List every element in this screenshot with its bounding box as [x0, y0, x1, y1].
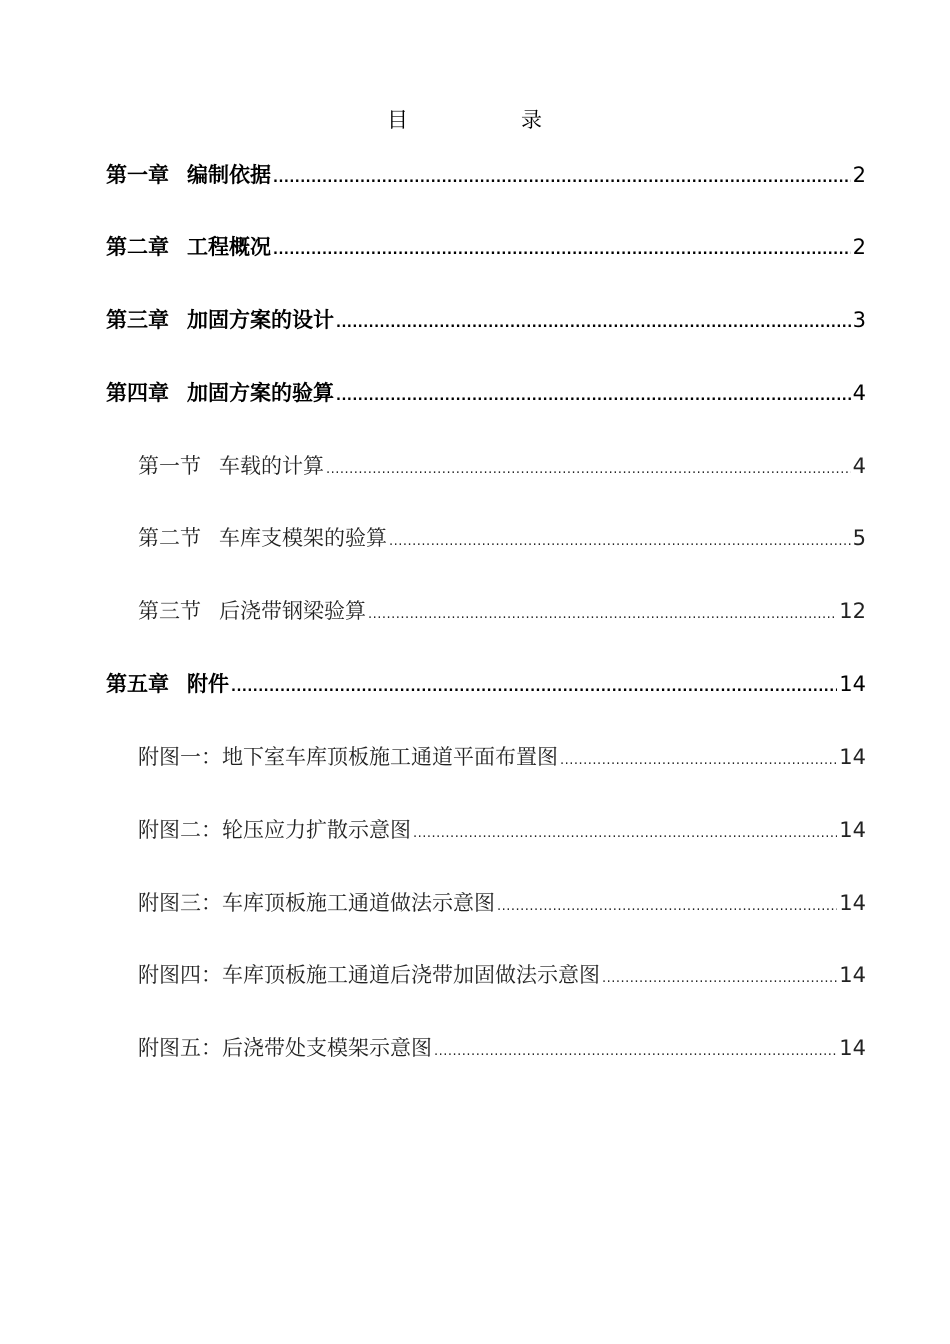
dot-leader [389, 525, 851, 559]
toc-entry-appendix-4[interactable] [138, 958, 866, 992]
entry-page-number: 2 [852, 235, 866, 259]
entry-label [106, 376, 334, 410]
entry-label [138, 740, 558, 774]
entry-text: 车库支模架的验算 [219, 526, 387, 550]
entry-label [138, 1031, 432, 1065]
toc-entry-appendix-5[interactable] [138, 1031, 866, 1065]
entry-number: 第四章 [106, 381, 169, 405]
entry-number: 附图一： [138, 745, 222, 769]
dot-leader [497, 890, 837, 924]
entry-page-number: 5 [852, 526, 866, 550]
entry-number: 第五章 [106, 672, 169, 696]
entry-text: 附件 [187, 672, 229, 696]
entry-label [106, 303, 334, 337]
entry-label [138, 449, 324, 483]
entry-label [106, 667, 229, 701]
entry-text: 车库顶板施工通道后浇带加固做法示意图 [222, 963, 600, 987]
toc-entry-chapter-4[interactable] [106, 376, 866, 410]
entry-text: 车库顶板施工通道做法示意图 [222, 891, 495, 915]
entry-number: 附图二： [138, 818, 222, 842]
entry-label [138, 886, 495, 920]
entry-text: 后浇带钢梁验算 [219, 599, 366, 623]
dot-leader [560, 744, 837, 778]
entry-label [138, 958, 600, 992]
entry-text: 轮压应力扩散示意图 [222, 818, 411, 842]
dot-leader [336, 307, 851, 341]
dot-leader [368, 598, 837, 632]
entry-number: 第三节 [138, 599, 201, 623]
entry-label [106, 158, 271, 192]
entry-page-number: 14 [839, 818, 866, 842]
entry-number: 第一节 [138, 454, 201, 478]
entry-page-number: 14 [839, 672, 866, 696]
entry-text: 工程概况 [187, 235, 271, 259]
toc-title: 目 录 [387, 108, 588, 132]
entry-text: 加固方案的验算 [187, 381, 334, 405]
entry-label [138, 813, 411, 847]
dot-leader [336, 380, 851, 414]
toc-entry-section-2[interactable] [138, 521, 866, 555]
dot-leader [273, 162, 851, 196]
dot-leader [602, 962, 837, 996]
entry-label [138, 594, 366, 628]
toc-entry-section-1[interactable] [138, 449, 866, 483]
entry-page-number: 4 [852, 381, 866, 405]
entry-number: 第二章 [106, 235, 169, 259]
dot-leader [326, 453, 851, 487]
dot-leader [273, 234, 851, 268]
entry-text: 车载的计算 [219, 454, 324, 478]
entry-label [106, 230, 271, 264]
entry-text: 加固方案的设计 [187, 308, 334, 332]
entry-text: 后浇带处支模架示意图 [222, 1036, 432, 1060]
entry-page-number: 12 [839, 599, 866, 623]
entry-page-number: 14 [839, 745, 866, 769]
entry-page-number: 14 [839, 963, 866, 987]
entry-label [138, 521, 387, 555]
dot-leader [434, 1035, 837, 1069]
toc-entry-appendix-3[interactable] [138, 886, 866, 920]
entry-number: 第一章 [106, 163, 169, 187]
toc-entry-chapter-1[interactable] [106, 158, 866, 192]
entry-number: 附图五： [138, 1036, 222, 1060]
entry-number: 第二节 [138, 526, 201, 550]
entry-page-number: 2 [852, 163, 866, 187]
entry-text: 编制依据 [187, 163, 271, 187]
entry-number: 附图三： [138, 891, 222, 915]
entry-page-number: 14 [839, 1036, 866, 1060]
entry-page-number: 3 [852, 308, 866, 332]
toc-entry-section-3[interactable] [138, 594, 866, 628]
toc-entry-chapter-3[interactable] [106, 303, 866, 337]
toc-entry-appendix-2[interactable] [138, 813, 866, 847]
toc-entry-chapter-5[interactable] [106, 667, 866, 701]
entry-number: 第三章 [106, 308, 169, 332]
entry-number: 附图四： [138, 963, 222, 987]
entry-page-number: 14 [839, 891, 866, 915]
entry-text: 地下室车库顶板施工通道平面布置图 [222, 745, 558, 769]
toc-entry-chapter-2[interactable] [106, 230, 866, 264]
dot-leader [231, 671, 837, 705]
toc-entry-appendix-1[interactable] [138, 740, 866, 774]
dot-leader [413, 817, 837, 851]
entry-page-number: 4 [852, 454, 866, 478]
